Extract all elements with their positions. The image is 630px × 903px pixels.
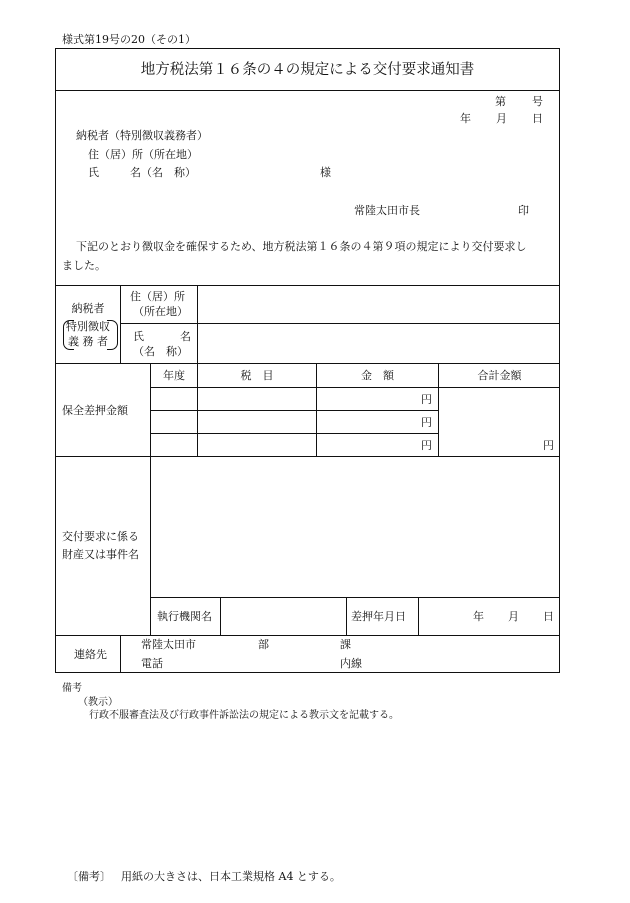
name-label-1: 氏 — [88, 166, 99, 179]
rule-property — [55, 635, 560, 636]
seal-mark: 印 — [518, 204, 529, 217]
yen-row-2: 円 — [421, 416, 432, 429]
name-field-label-1b: 名 — [180, 330, 191, 343]
contact-ka: 課 — [340, 638, 351, 651]
seizure-date-label: 差押年月日 — [351, 610, 406, 623]
seizure-day: 日 — [543, 610, 554, 623]
rule-amount-head — [150, 387, 560, 388]
rule-taxpayer — [55, 363, 560, 364]
body-line-2: ました。 — [62, 259, 106, 272]
rule-amount-row1 — [150, 410, 438, 411]
yen-row-1: 円 — [421, 393, 432, 406]
contact-city: 常陸太田市 — [141, 638, 196, 651]
rule-amount — [55, 456, 560, 457]
date-month: 月 — [496, 112, 507, 125]
vrule-agency — [220, 597, 221, 635]
name-field-label-2: （名 称） — [133, 345, 188, 358]
address-label: 住（居）所（所在地） — [88, 148, 198, 161]
notes-text: 行政不服審査法及び行政事件訴訟法の規定による教示文を記載する。 — [89, 710, 399, 721]
col-year: 年度 — [163, 369, 185, 382]
number-dai: 第 — [495, 95, 506, 108]
vrule-agency-value — [346, 597, 347, 635]
yen-total: 円 — [543, 439, 554, 452]
mayor: 常陸太田市長 — [354, 204, 420, 217]
date-year: 年 — [460, 112, 471, 125]
col-total: 合計金額 — [477, 369, 522, 382]
seizure-month: 月 — [508, 610, 519, 623]
vrule-taxpayer-2 — [197, 285, 198, 363]
property-label-2: 財産又は事件名 — [62, 548, 139, 561]
number-go: 号 — [532, 95, 543, 108]
address-field-label-2: （所在地） — [133, 305, 188, 318]
notes-label: 備考 — [62, 683, 82, 694]
address-field-label-1: 住（居）所 — [130, 290, 185, 303]
rule-amount-row2 — [150, 433, 438, 434]
rule-header — [55, 285, 560, 286]
taxpayer-section-label: 納税者 — [71, 302, 105, 315]
vrule-seizure — [418, 597, 419, 635]
sama: 様 — [320, 166, 331, 179]
date-day: 日 — [532, 112, 543, 125]
taxpayer-label: 納税者（特別徴収義務者） — [76, 129, 208, 142]
footer-text: 用紙の大きさは、日本工業規格 A4 とする。 — [121, 870, 341, 883]
vrule-amount — [150, 363, 151, 635]
body-line-1: 下記のとおり徴収金を確保するため、地方税法第１６条の４第９項の規定により交付要求し — [76, 240, 527, 253]
amount-section-label: 保全差押金額 — [62, 404, 128, 417]
rule-title — [55, 90, 560, 91]
notes-sub: （教示） — [78, 697, 118, 708]
taxpayer-section-label-3: 義 務 者 — [68, 335, 108, 348]
taxpayer-section-label-2: 特別徴収 — [66, 320, 110, 333]
contact-label: 連絡先 — [74, 648, 107, 661]
contact-ext: 内線 — [340, 657, 362, 670]
contact-bu: 部 — [258, 638, 269, 651]
contact-tel: 電話 — [141, 657, 163, 670]
col-tax: 税 目 — [240, 369, 274, 382]
name-label-2: 名（名 称） — [130, 166, 196, 179]
name-field-label-1a: 氏 — [133, 330, 144, 343]
rule-taxpayer-mid — [120, 323, 560, 324]
vrule-taxpayer — [120, 285, 121, 363]
property-label-1: 交付要求に係る — [62, 530, 139, 543]
document-title: 地方税法第１６条の４の規定による交付要求通知書 — [140, 62, 475, 78]
form-id: 様式第19号の20（その1） — [62, 33, 196, 46]
seizure-year: 年 — [473, 610, 484, 623]
col-amount: 金 額 — [361, 369, 394, 382]
footer-label: 〔備考〕 — [67, 870, 111, 883]
agency-label: 執行機関名 — [157, 610, 212, 623]
yen-row-3: 円 — [421, 439, 432, 452]
vrule-contact — [120, 635, 121, 673]
rule-property-mid — [150, 597, 560, 598]
